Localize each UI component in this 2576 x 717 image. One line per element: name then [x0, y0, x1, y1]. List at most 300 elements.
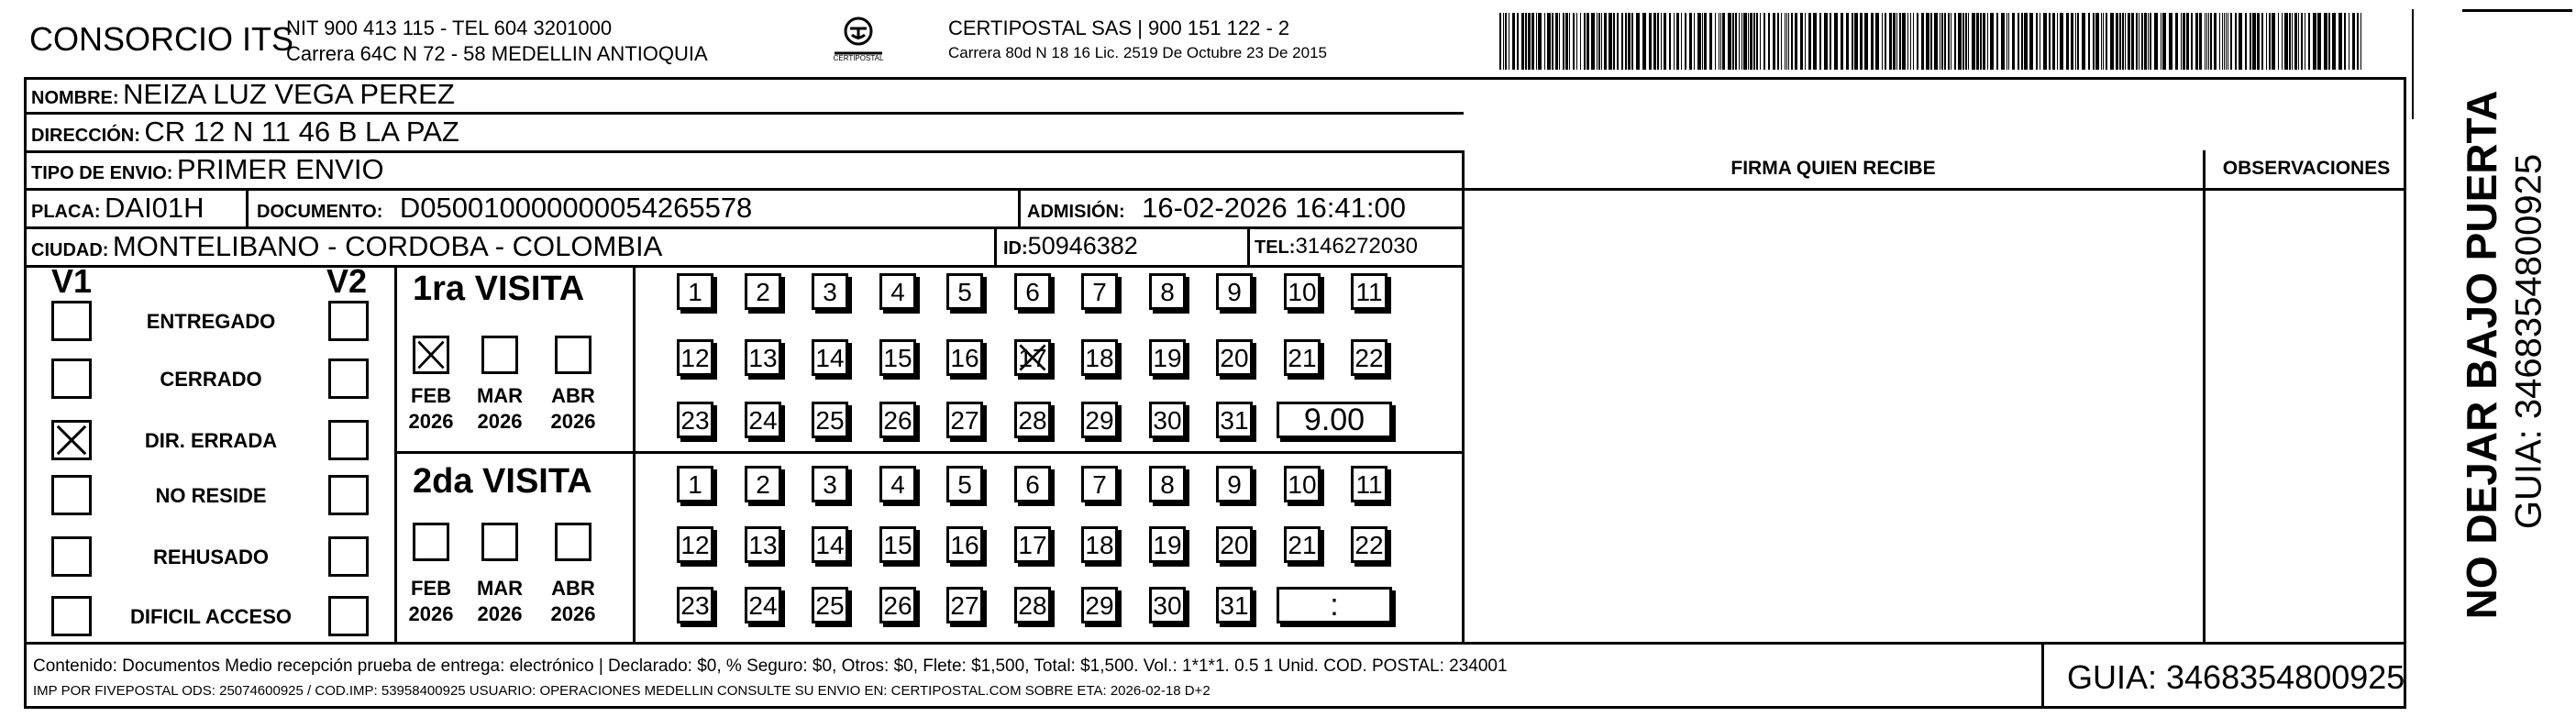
- second-day-box[interactable]: 31: [1216, 587, 1253, 623]
- admision-cell: [1027, 189, 1406, 226]
- barcode-bar: [1987, 13, 1988, 70]
- first-day-box[interactable]: 9: [1216, 273, 1253, 310]
- barcode-bar: [2043, 13, 2047, 70]
- barcode-bar: [2210, 13, 2212, 70]
- placa-cell: [31, 189, 205, 226]
- id-cell: [1003, 227, 1138, 265]
- barcode-bar: [1505, 13, 1507, 70]
- documento-label: DOCUMENTO:: [257, 202, 383, 222]
- barcode-bar: [2317, 13, 2321, 70]
- barcode-bar: [1785, 13, 1786, 70]
- barcode-bar: [2008, 13, 2009, 70]
- barcode-bar: [1573, 13, 1575, 70]
- admision-label: ADMISIÓN:: [1027, 202, 1125, 222]
- barcode-bar: [1741, 13, 1742, 70]
- barcode-bar: [1609, 13, 1612, 70]
- second-day-box[interactable]: 29: [1081, 587, 1118, 623]
- barcode-bar: [1756, 13, 1758, 70]
- certipostal-logo: [825, 13, 891, 64]
- barcode-bar: [1830, 13, 1831, 70]
- barcode-bar: [2226, 13, 2227, 70]
- barcode-bar: [1704, 13, 1707, 70]
- ciudad-cell: [31, 227, 662, 265]
- barcode-bar: [1536, 13, 1537, 70]
- barcode-bar: [2239, 13, 2242, 70]
- second-day-box[interactable]: 7: [1081, 466, 1118, 502]
- second-day-box[interactable]: 17: [1014, 526, 1051, 563]
- second-day-box[interactable]: 26: [879, 587, 916, 623]
- barcode-bar: [1621, 13, 1623, 70]
- first-day-box[interactable]: 2: [745, 273, 781, 310]
- barcode-bar: [1625, 13, 1627, 70]
- tel-label: TEL:: [1255, 237, 1296, 258]
- first-day-box[interactable]: 6: [1014, 273, 1051, 310]
- barcode-bar: [2219, 13, 2220, 70]
- barcode-bar: [2154, 13, 2158, 70]
- barcode-bar: [2001, 13, 2005, 70]
- second-day-box[interactable]: 8: [1149, 466, 1186, 502]
- first-day-box[interactable]: 7: [1081, 273, 1118, 310]
- barcode-bar: [1996, 13, 1998, 70]
- second-day-box[interactable]: 28: [1014, 587, 1051, 623]
- v1-checkbox[interactable]: [51, 536, 92, 577]
- barcode-bar: [2224, 13, 2225, 70]
- first-month-year: 2026: [408, 410, 454, 433]
- side-warning: NO DEJAR BAJO PUERTA: [2458, 90, 2505, 620]
- barcode-bar: [1631, 13, 1633, 70]
- first-month-checkbox[interactable]: [555, 336, 591, 374]
- barcode-bar: [1791, 13, 1793, 70]
- second-day-box[interactable]: 21: [1284, 526, 1321, 563]
- barcode-bar: [2036, 13, 2038, 70]
- second-day-box[interactable]: 16: [946, 526, 983, 563]
- barcode-bar: [2324, 13, 2327, 70]
- first-month-year: 2026: [550, 410, 596, 433]
- barcode-bar: [2175, 13, 2178, 70]
- second-day-box[interactable]: 2: [745, 466, 781, 502]
- barcode-bar: [1864, 13, 1868, 70]
- contenido-text: Contenido: Documentos Medio recepción prueba de entrega: electrónico | Declarado: $0, % Seguro: $0, Otros: $0, Flete: $1,500, Total: $1,500. Vol.: 1*1*1. 0.5 1 Unid. COD. POSTAL: 234001: [33, 656, 1508, 676]
- barcode-bar: [2095, 13, 2099, 70]
- barcode-bar: [1958, 13, 1962, 70]
- barcode-bar: [1503, 13, 1504, 70]
- barcode-bar: [1824, 13, 1828, 70]
- barcode-bar: [1649, 13, 1652, 70]
- barcode-bar: [2332, 13, 2336, 70]
- second-day-box[interactable]: 14: [812, 526, 848, 563]
- second-time-box[interactable]: :: [1277, 587, 1392, 623]
- second-month-checkbox[interactable]: [555, 523, 591, 561]
- barcode-bar: [1841, 13, 1843, 70]
- barcode-bar: [2136, 13, 2138, 70]
- barcode-bar: [1902, 13, 1906, 70]
- second-day-box[interactable]: 24: [745, 587, 781, 623]
- barcode-bar: [2199, 13, 2202, 70]
- first-day-box[interactable]: 13: [745, 339, 781, 376]
- first-day-box[interactable]: 14: [812, 339, 848, 376]
- v2-checkbox[interactable]: [328, 301, 369, 341]
- barcode-bar: [2261, 13, 2263, 70]
- barcode-bar: [2344, 13, 2346, 70]
- barcode-bar: [2060, 13, 2063, 70]
- barcode-bar: [2292, 13, 2293, 70]
- barcode-bar: [1547, 13, 1551, 70]
- second-day-box[interactable]: 3: [812, 466, 848, 502]
- status-label: DIFICIL ACCESO: [129, 605, 292, 628]
- first-month-label: [472, 383, 527, 435]
- barcode-bar: [1499, 13, 1501, 70]
- barcode-bar: [1669, 13, 1671, 70]
- second-day-box[interactable]: 11: [1351, 466, 1388, 502]
- barcode-bar: [2208, 13, 2209, 70]
- ciudad-value: MONTELIBANO - CORDOBA - COLOMBIA: [112, 230, 663, 262]
- barcode-bar: [2021, 13, 2023, 70]
- barcode-bar: [1813, 13, 1817, 70]
- barcode-bar: [1944, 13, 1946, 70]
- v2-checkbox[interactable]: [328, 420, 369, 460]
- barcode-bar: [1860, 13, 1863, 70]
- side-guia: GUIA: 3468354800925: [2508, 153, 2549, 530]
- barcode-bar: [2298, 13, 2299, 70]
- v2-checkbox[interactable]: [328, 596, 369, 636]
- barcode-bar: [2289, 13, 2291, 70]
- first-visit-title: 1ra VISITA: [413, 270, 585, 308]
- barcode-bar: [1617, 13, 1619, 70]
- barcode-bar: [1885, 13, 1886, 70]
- first-day-box[interactable]: 3: [812, 273, 848, 310]
- barcode-bar: [1917, 13, 1918, 70]
- second-month-year: 2026: [550, 602, 596, 625]
- tipo-label: TIPO DE ENVIO:: [31, 163, 173, 183]
- barcode-bar: [1907, 13, 1908, 70]
- barcode-bar: [1709, 13, 1712, 70]
- barcode-bar: [1777, 13, 1779, 70]
- barcode-bar: [2141, 13, 2143, 70]
- status-label: REHUSADO: [153, 546, 269, 568]
- barcode-bar: [1763, 13, 1765, 70]
- barcode: [1499, 13, 2371, 70]
- barcode-bar: [1921, 13, 1924, 70]
- barcode-bar: [2125, 13, 2126, 70]
- barcode-bar: [2214, 13, 2217, 70]
- barcode-bar: [2222, 13, 2223, 70]
- barcode-bar: [1601, 13, 1602, 70]
- barcode-bar: [2122, 13, 2124, 70]
- second-day-box[interactable]: 12: [677, 526, 713, 563]
- barcode-bar: [1525, 13, 1527, 70]
- barcode-bar: [1968, 13, 1969, 70]
- barcode-bar: [2183, 13, 2185, 70]
- barcode-bar: [2313, 13, 2316, 70]
- barcode-bar: [1748, 13, 1749, 70]
- barcode-bar: [1587, 13, 1589, 70]
- barcode-bar: [2360, 13, 2361, 70]
- first-month-checkbox[interactable]: [413, 336, 449, 374]
- barcode-bar: [1896, 13, 1897, 70]
- second-day-box[interactable]: 20: [1216, 526, 1253, 563]
- first-day-number: 17: [1018, 344, 1047, 372]
- barcode-bar: [1636, 13, 1640, 70]
- tipo-row: [31, 151, 384, 188]
- tipo-value: PRIMER ENVIO: [176, 153, 384, 185]
- first-day-box[interactable]: [1014, 339, 1051, 376]
- barcode-bar: [1899, 13, 1901, 70]
- nit-line-2: Carrera 64C N 72 - 58 MEDELLIN ANTIOQUIA: [286, 42, 708, 65]
- first-day-box[interactable]: 27: [946, 402, 983, 438]
- barcode-bar: [2119, 13, 2121, 70]
- first-day-box[interactable]: 11: [1351, 273, 1388, 310]
- second-day-box[interactable]: 4: [879, 466, 916, 502]
- barcode-bar: [1694, 13, 1695, 70]
- barcode-bar: [2106, 13, 2107, 70]
- barcode-bar: [2077, 13, 2079, 70]
- first-day-box[interactable]: 30: [1149, 402, 1186, 438]
- v2-checkbox[interactable]: [328, 358, 369, 399]
- barcode-bar: [1834, 13, 1838, 70]
- barcode-bar: [1559, 13, 1560, 70]
- second-month-label: [472, 576, 527, 627]
- barcode-bar: [1732, 13, 1734, 70]
- imp-text: IMP POR FIVEPOSTAL ODS: 25074600925 / COD.IMP: 53958400925 USUARIO: OPERACIONES MEDELLIN CONSULTE SU ENVIO EN: CERTIPOSTAL.COM SOBRE ETA: 2026-02-18 D+2: [33, 683, 1211, 699]
- v1-checkbox[interactable]: [51, 475, 92, 515]
- barcode-bar: [2269, 13, 2271, 70]
- barcode-bar: [1676, 13, 1679, 70]
- barcode-bar: [1552, 13, 1553, 70]
- barcode-bar: [2250, 13, 2251, 70]
- barcode-bar: [2257, 13, 2260, 70]
- barcode-bar: [1569, 13, 1570, 70]
- barcode-bar: [1674, 13, 1675, 70]
- barcode-bar: [2075, 13, 2076, 70]
- barcode-bar: [1565, 13, 1568, 70]
- barcode-bar: [1664, 13, 1666, 70]
- barcode-bar: [1720, 13, 1721, 70]
- first-day-box[interactable]: 31: [1216, 402, 1253, 438]
- barcode-bar: [1689, 13, 1692, 70]
- barcode-bar: [2029, 13, 2033, 70]
- observaciones-area[interactable]: [2206, 191, 2406, 642]
- barcode-bar: [2245, 13, 2247, 70]
- first-day-box[interactable]: 20: [1216, 339, 1253, 376]
- barcode-bar: [2352, 13, 2355, 70]
- second-day-box[interactable]: 1: [677, 466, 713, 502]
- second-month-year: 2026: [408, 602, 454, 625]
- status-label: NO RESIDE: [155, 484, 267, 507]
- barcode-bar: [1800, 13, 1803, 70]
- first-day-box[interactable]: 23: [677, 402, 713, 438]
- barcode-bar: [1657, 13, 1659, 70]
- first-day-box[interactable]: 16: [946, 339, 983, 376]
- barcode-bar: [2181, 13, 2182, 70]
- barcode-bar: [1597, 13, 1598, 70]
- first-month-name: MAR: [476, 384, 524, 407]
- barcode-bar: [2110, 13, 2114, 70]
- tel-cell: [1255, 227, 1418, 265]
- barcode-bar: [1563, 13, 1564, 70]
- id-label: ID:: [1003, 238, 1028, 259]
- barcode-bar: [1930, 13, 1932, 70]
- second-month-name: ABR: [551, 577, 595, 600]
- barcode-bar: [1941, 13, 1943, 70]
- first-day-box[interactable]: 21: [1284, 339, 1321, 376]
- second-month-label: [404, 576, 459, 627]
- barcode-bar: [2057, 13, 2058, 70]
- status-label: CERRADO: [160, 368, 262, 391]
- barcode-bar: [1948, 13, 1950, 70]
- barcode-bar: [1910, 13, 1911, 70]
- barcode-bar: [2101, 13, 2102, 70]
- second-day-box[interactable]: 10: [1284, 466, 1321, 502]
- first-day-box[interactable]: 28: [1014, 402, 1051, 438]
- first-day-box[interactable]: 24: [745, 402, 781, 438]
- first-day-box[interactable]: 8: [1149, 273, 1186, 310]
- barcode-bar: [1786, 13, 1787, 70]
- first-month-checkbox[interactable]: [481, 336, 518, 374]
- carrier-line-2: Carrera 80d N 18 16 Lic. 2519 De Octubre 23 De 2015: [948, 44, 1327, 61]
- barcode-bar: [2308, 13, 2310, 70]
- first-month-label: [404, 383, 459, 435]
- second-day-box[interactable]: 19: [1149, 526, 1186, 563]
- barcode-bar: [2278, 13, 2279, 70]
- second-month-checkbox[interactable]: [413, 523, 449, 561]
- second-month-name: MAR: [476, 577, 524, 600]
- first-day-box[interactable]: 29: [1081, 402, 1118, 438]
- barcode-bar: [2024, 13, 2028, 70]
- barcode-bar: [2252, 13, 2256, 70]
- second-day-box[interactable]: 9: [1216, 466, 1253, 502]
- second-day-box[interactable]: 18: [1081, 526, 1118, 563]
- barcode-bar: [2282, 13, 2283, 70]
- barcode-bar: [1934, 13, 1938, 70]
- first-day-box[interactable]: 12: [677, 339, 713, 376]
- barcode-bar: [1875, 13, 1879, 70]
- first-month-name: FEB: [411, 384, 451, 407]
- barcode-bar: [1808, 13, 1811, 70]
- v1-checkbox[interactable]: [51, 420, 92, 460]
- second-day-box[interactable]: 22: [1351, 526, 1388, 563]
- barcode-bar: [2328, 13, 2330, 70]
- barcode-bar: [2093, 13, 2095, 70]
- barcode-bar: [2272, 13, 2275, 70]
- barcode-bar: [1781, 13, 1782, 70]
- barcode-bar: [2066, 13, 2069, 70]
- barcode-bar: [2235, 13, 2237, 70]
- barcode-bar: [1685, 13, 1686, 70]
- first-day-box[interactable]: 1: [677, 273, 713, 310]
- barcode-bar: [1773, 13, 1775, 70]
- first-day-box[interactable]: 4: [879, 273, 916, 310]
- barcode-bar: [1584, 13, 1586, 70]
- barcode-bar: [1990, 13, 1994, 70]
- v2-checkbox[interactable]: [328, 475, 369, 515]
- barcode-bar: [1722, 13, 1725, 70]
- barcode-bar: [1681, 13, 1682, 70]
- barcode-bar: [1544, 13, 1545, 70]
- v1-label: V1: [51, 262, 93, 300]
- barcode-bar: [1697, 13, 1701, 70]
- barcode-bar: [2052, 13, 2055, 70]
- barcode-bar: [1628, 13, 1631, 70]
- nombre-label: NOMBRE:: [31, 88, 119, 108]
- status-label: ENTREGADO: [146, 310, 276, 333]
- barcode-bar: [1760, 13, 1761, 70]
- barcode-bar: [1517, 13, 1519, 70]
- second-day-box[interactable]: 15: [879, 526, 916, 563]
- v2-checkbox[interactable]: [328, 536, 369, 577]
- barcode-bar: [1805, 13, 1806, 70]
- second-visit-title: 2da VISITA: [413, 462, 592, 501]
- barcode-bar: [1871, 13, 1874, 70]
- first-day-box[interactable]: 25: [812, 402, 848, 438]
- first-day-box[interactable]: 15: [879, 339, 916, 376]
- second-day-box[interactable]: 27: [946, 587, 983, 623]
- v1-checkbox[interactable]: [51, 358, 92, 399]
- first-month-year: 2026: [477, 410, 523, 433]
- barcode-bar: [1739, 13, 1740, 70]
- barcode-bar: [2012, 13, 2015, 70]
- barcode-bar: [1538, 13, 1542, 70]
- first-day-box[interactable]: 19: [1149, 339, 1186, 376]
- barcode-bar: [1661, 13, 1662, 70]
- first-day-box[interactable]: 5: [946, 273, 983, 310]
- barcode-bar: [1954, 13, 1956, 70]
- first-month-name: ABR: [551, 384, 595, 407]
- barcode-bar: [2088, 13, 2090, 70]
- second-day-box[interactable]: 13: [745, 526, 781, 563]
- nombre-row: [31, 77, 455, 112]
- footer-guia: GUIA: 3468354800925: [2067, 658, 2405, 696]
- barcode-bar: [2195, 13, 2198, 70]
- second-day-box[interactable]: 30: [1149, 587, 1186, 623]
- first-day-box[interactable]: 18: [1081, 339, 1118, 376]
- second-day-box[interactable]: 25: [812, 587, 848, 623]
- barcode-bar: [1591, 13, 1595, 70]
- signature-area[interactable]: [1465, 191, 2203, 642]
- logo-caption: CERTIPOSTAL: [833, 54, 884, 62]
- first-day-box[interactable]: 22: [1351, 339, 1388, 376]
- documento-cell: [257, 189, 752, 226]
- second-day-box[interactable]: 23: [677, 587, 713, 623]
- second-day-box[interactable]: 6: [1014, 466, 1051, 502]
- v1-checkbox[interactable]: [51, 301, 92, 341]
- second-month-checkbox[interactable]: [481, 523, 518, 561]
- second-day-box[interactable]: 5: [946, 466, 983, 502]
- barcode-bar: [2131, 13, 2134, 70]
- first-day-box[interactable]: 10: [1284, 273, 1321, 310]
- v1-checkbox[interactable]: [51, 596, 92, 636]
- barcode-bar: [2294, 13, 2297, 70]
- barcode-bar: [2018, 13, 2019, 70]
- first-day-box[interactable]: 26: [879, 402, 916, 438]
- barcode-bar: [2191, 13, 2193, 70]
- barcode-bar: [1926, 13, 1929, 70]
- barcode-bar: [2128, 13, 2130, 70]
- direccion-label: DIRECCIÓN:: [31, 126, 140, 146]
- barcode-bar: [2049, 13, 2051, 70]
- barcode-bar: [1555, 13, 1558, 70]
- placa-label: PLACA:: [31, 202, 101, 222]
- ciudad-label: CIUDAD:: [31, 240, 109, 260]
- barcode-bar: [2230, 13, 2232, 70]
- barcode-bar: [1715, 13, 1716, 70]
- barcode-bar: [2338, 13, 2342, 70]
- barcode-bar: [1580, 13, 1581, 70]
- barcode-bar: [1882, 13, 1883, 70]
- status-label: DIR. ERRADA: [144, 429, 278, 452]
- barcode-bar: [1750, 13, 1752, 70]
- first-time-box[interactable]: 9.00: [1277, 402, 1392, 438]
- barcode-bar: [2116, 13, 2118, 70]
